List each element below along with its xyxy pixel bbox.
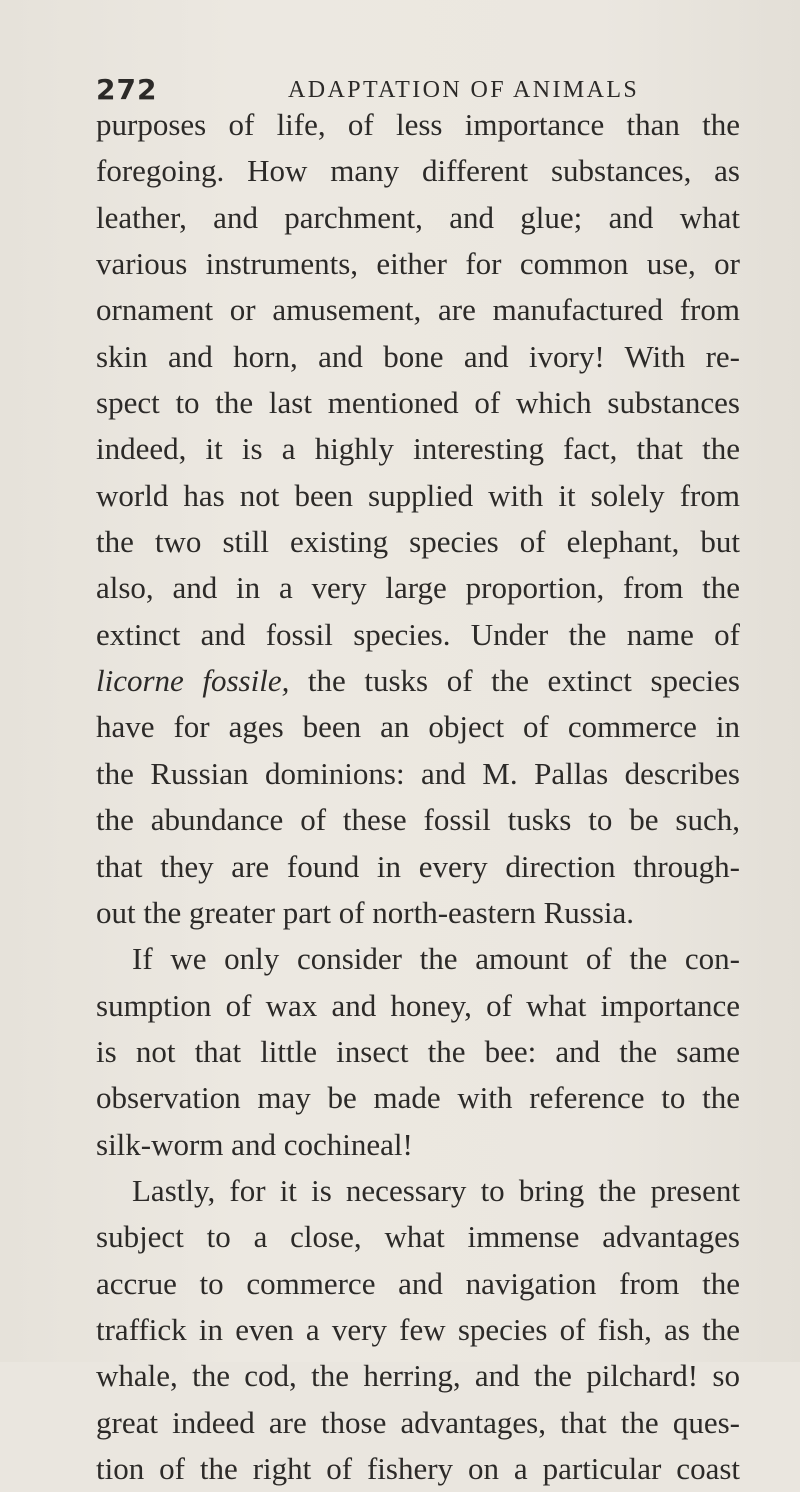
running-title: ADAPTATION OF ANIMALS (288, 77, 640, 103)
text-fragment: the tusks of the extinct species (289, 663, 740, 699)
text-line: the abundance of these fossil tusks to be such, (96, 802, 740, 838)
text-line: world has not been supplied with it solely from (96, 477, 740, 513)
text-line: tion of the right of fishery on a particular coast (96, 1450, 740, 1486)
text-line: great indeed are those advantages, that the ques- (96, 1404, 740, 1440)
text-line: sumption of wax and honey, of what importance (96, 987, 740, 1023)
text-line: Lastly, for it is necessary to bring the present (132, 1172, 740, 1208)
text-line: observation may be made with reference to the (96, 1080, 740, 1116)
text-line: If we only consider the amount of the con- (132, 941, 740, 977)
text-line: the two still existing species of elephant, but (96, 524, 740, 560)
text-line: out the greater part of north-eastern Russia. (96, 894, 635, 930)
text-line: whale, the cod, the herring, and the pilchard! so (96, 1358, 740, 1394)
text-line: that they are found in every direction through- (96, 848, 740, 884)
text-line: have for ages been an object of commerce in (96, 709, 740, 745)
body-text (96, 102, 740, 1492)
text-line: traffick in even a very few species of fish, as the (96, 1311, 740, 1347)
text-line: accrue to commerce and navigation from the (96, 1265, 740, 1301)
text-line: skin and horn, and bone and ivory! With re- (96, 338, 740, 374)
text-line: subject to a close, what immense advantages (96, 1219, 740, 1255)
text-line: leather, and parchment, and glue; and what (96, 199, 740, 235)
text-line: ornament or amusement, are manufactured from (96, 292, 740, 328)
text-line: also, and in a very large proportion, from the (96, 570, 740, 606)
text-line (96, 658, 740, 704)
text-line: various instruments, either for common use, or (96, 246, 740, 282)
page-number: 272 (96, 73, 158, 106)
text-line: indeed, it is a highly interesting fact, that the (96, 431, 740, 467)
text-line: foregoing. How many different substances, as (96, 153, 740, 189)
text-line: purposes of life, of less importance than the (96, 107, 740, 142)
text-line: is not that little insect the bee: and the same (96, 1033, 740, 1069)
text-line: the Russian dominions: and M. Pallas describes (96, 755, 740, 791)
text-line: extinct and fossil species. Under the name of (96, 616, 740, 652)
text-line: silk-worm and cochineal! (96, 1126, 413, 1162)
text-line: spect to the last mentioned of which substances (96, 385, 740, 421)
italic-term: licorne fossile, (96, 663, 290, 699)
